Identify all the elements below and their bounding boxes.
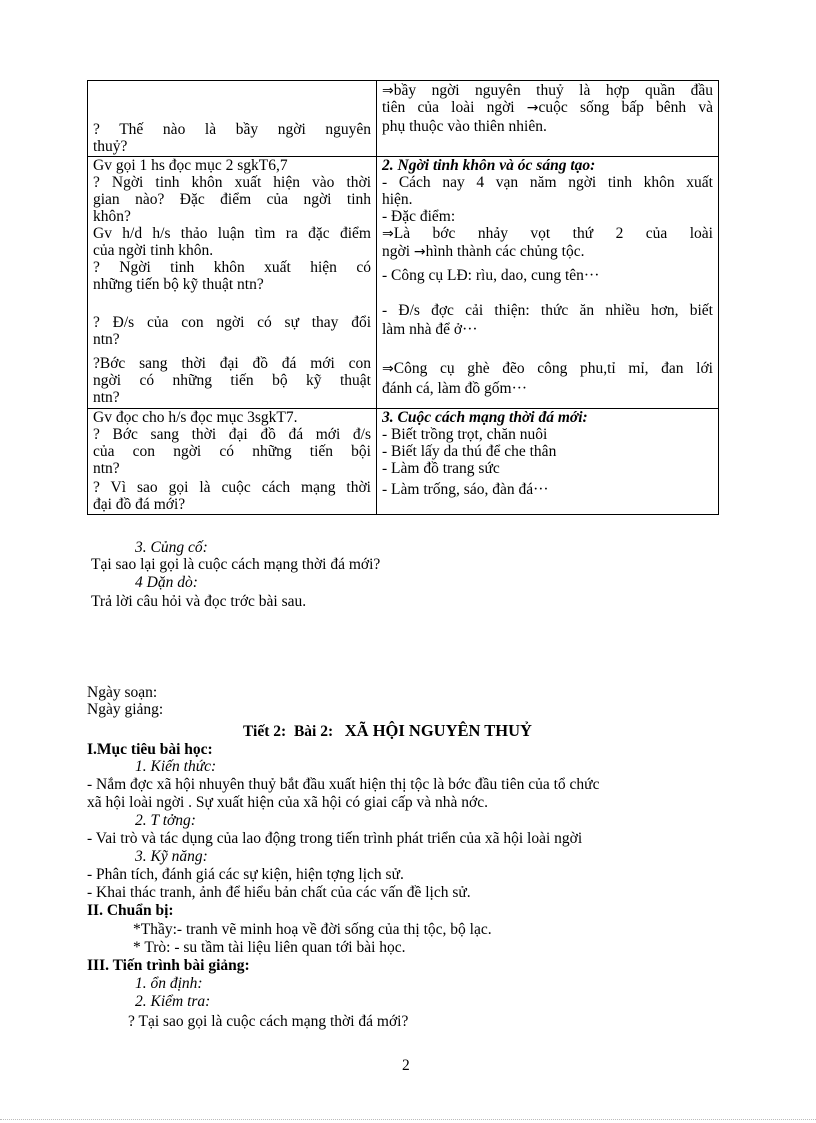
question-text: thuỷ? [93,138,128,155]
left-line: những tiến bộ kỹ thuật ntn? [93,276,264,293]
right-line: làm nhà để ở··· [382,321,478,338]
prep-line: * Trò: - su tầm tài liệu liên quan tới bài học. [133,939,406,956]
right-line: - Làm trống, sáo, đàn đá··· [382,481,549,498]
left-line: ntn? [93,460,120,477]
consolidate-heading: 3. Củng cố: [135,539,208,556]
page-number: 2 [402,1057,410,1074]
knowledge-line: - Nắm đợc xã hội nhuyên thuỷ bắt đầu xuất hiện thị tộc là bớc đầu tiên của tổ chức [87,776,600,793]
page-title: Tiết 2: Bài 2: XÃ HỘI NGUYÊN THUỶ [243,721,532,740]
right-line: đánh cá, làm đồ gốm··· [382,380,528,397]
consolidate-question: Tại sao lại gọi là cuộc cách mạng thời đá mới? [91,556,381,573]
left-line: đại đồ đá mới? [93,496,186,513]
process-step: 2. Kiểm tra: [135,993,211,1010]
page-edge-divider [0,1119,816,1120]
answer-line: ⇒bầy ngời nguyên thuỷ là hợp quần đầu [382,82,713,99]
homework-text: Trả lời câu hỏi và đọc trớc bài sau. [91,593,307,610]
double-arrow-icon: ⇒ [382,83,394,99]
right-line: - Công cụ LĐ: rìu, dao, cung tên··· [382,267,600,284]
knowledge-heading: 1. Kiến thức: [135,758,217,775]
knowledge-line: xã hội loài ngời . Sự xuất hiện của xã hội có giai cấp và nhà nớc. [87,794,488,811]
left-line: ? Vì sao gọi là cuộc cách mạng thời [93,479,371,496]
left-line: ?Bớc sang thời đại đồ đá mới con [93,355,371,372]
right-line: - Biết trồng trọt, chăn nuôi [382,426,548,443]
prep-line: *Thầy:- tranh vẽ minh hoạ về đời sống của thị tộc, bộ lạc. [133,921,492,938]
table-row [88,81,719,157]
left-line: ngời có những tiến bộ kỹ thuật [93,372,371,389]
answer-line: phụ thuộc vào thiên nhiên. [382,118,547,135]
right-line: ⇒Công cụ ghè đẽo công phu,tỉ mỉ, đan lới [382,360,713,377]
arrow-icon: → [526,100,539,116]
left-line: ntn? [93,389,120,406]
process-step: 1. ổn định: [135,975,203,992]
section-heading: 2. Ngời tinh khôn và óc sáng tạo: [382,157,596,174]
left-line: Gv h/d h/s thảo luận tìm ra đặc điểm [93,225,371,242]
right-line: - Biết lấy da thú để che thân [382,443,557,460]
table-row [88,409,719,515]
right-line: - Đ/s đợc cải thiện: thức ăn nhiều hơn, biết [382,302,713,319]
section-heading: 3. Cuộc cách mạng thời đá mới: [382,409,588,426]
question-text: ? Thế nào là bầy ngời nguyên [93,121,371,138]
prep-heading: II. Chuẩn bị: [87,902,174,919]
lesson-table [87,80,719,515]
left-line: của ngời tinh khôn. [93,242,214,259]
left-line: ? Ngời tinh khôn xuất hiện có [93,259,371,276]
thinking-heading: 2. T tởng: [135,812,196,829]
double-arrow-icon: ⇒ [382,361,394,377]
right-line: - Đặc điểm: [382,208,456,225]
check-question: ? Tại sao gọi là cuộc cách mạng thời đá mới? [128,1013,409,1030]
thinking-line: - Vai trò và tác dụng của lao động trong tiến trình phát triển của xã hội loài ngời [87,830,583,847]
date-taught: Ngày giảng: [87,701,164,718]
table-row [88,157,719,409]
left-line: ntn? [93,331,120,348]
left-line: ? Ngời tinh khôn xuất hiện vào thời [93,174,371,191]
skills-heading: 3. Kỹ năng: [135,848,208,865]
right-line: hiện. [382,191,413,208]
skills-line: - Khai thác tranh, ảnh để hiểu bản chất của các vấn đề lịch sử. [87,884,471,901]
right-line: - Làm đồ trang sức [382,460,500,477]
double-arrow-icon: ⇒ [382,226,394,242]
left-line: Gv gọi 1 hs đọc mục 2 sgkT6,7 [93,157,288,174]
date-prepared: Ngày soạn: [87,684,158,701]
right-line: - Cách nay 4 vạn năm ngời tinh khôn xuất [382,174,713,191]
left-line: Gv đọc cho h/s đọc mục 3sgkT7. [93,409,298,426]
left-line: ? Đ/s của con ngời có sự thay đổi [93,314,371,331]
process-heading: III. Tiến trình bài giảng: [87,957,250,974]
homework-heading: 4 Dặn dò: [135,574,198,591]
skills-line: - Phân tích, đánh giá các sự kiện, hiện tợng lịch sử. [87,866,404,883]
left-line: của con ngời có những tiến bội [93,443,371,460]
left-line: ? Bớc sang thời đại đồ đá mới đ/s [93,426,371,443]
answer-line: tiên của loài ngời →cuộc sống bấp bênh và [382,99,714,116]
left-line: khôn? [93,208,131,225]
left-line: gian nào? Đặc điểm của ngời tinh [93,191,371,208]
arrow-icon: → [413,244,426,260]
right-line: ngời →hình thành các chủng tộc. [382,243,585,260]
objectives-heading: I.Mục tiêu bài học: [87,741,213,758]
right-line: ⇒Là bớc nhảy vọt thứ 2 của loài [382,225,713,242]
